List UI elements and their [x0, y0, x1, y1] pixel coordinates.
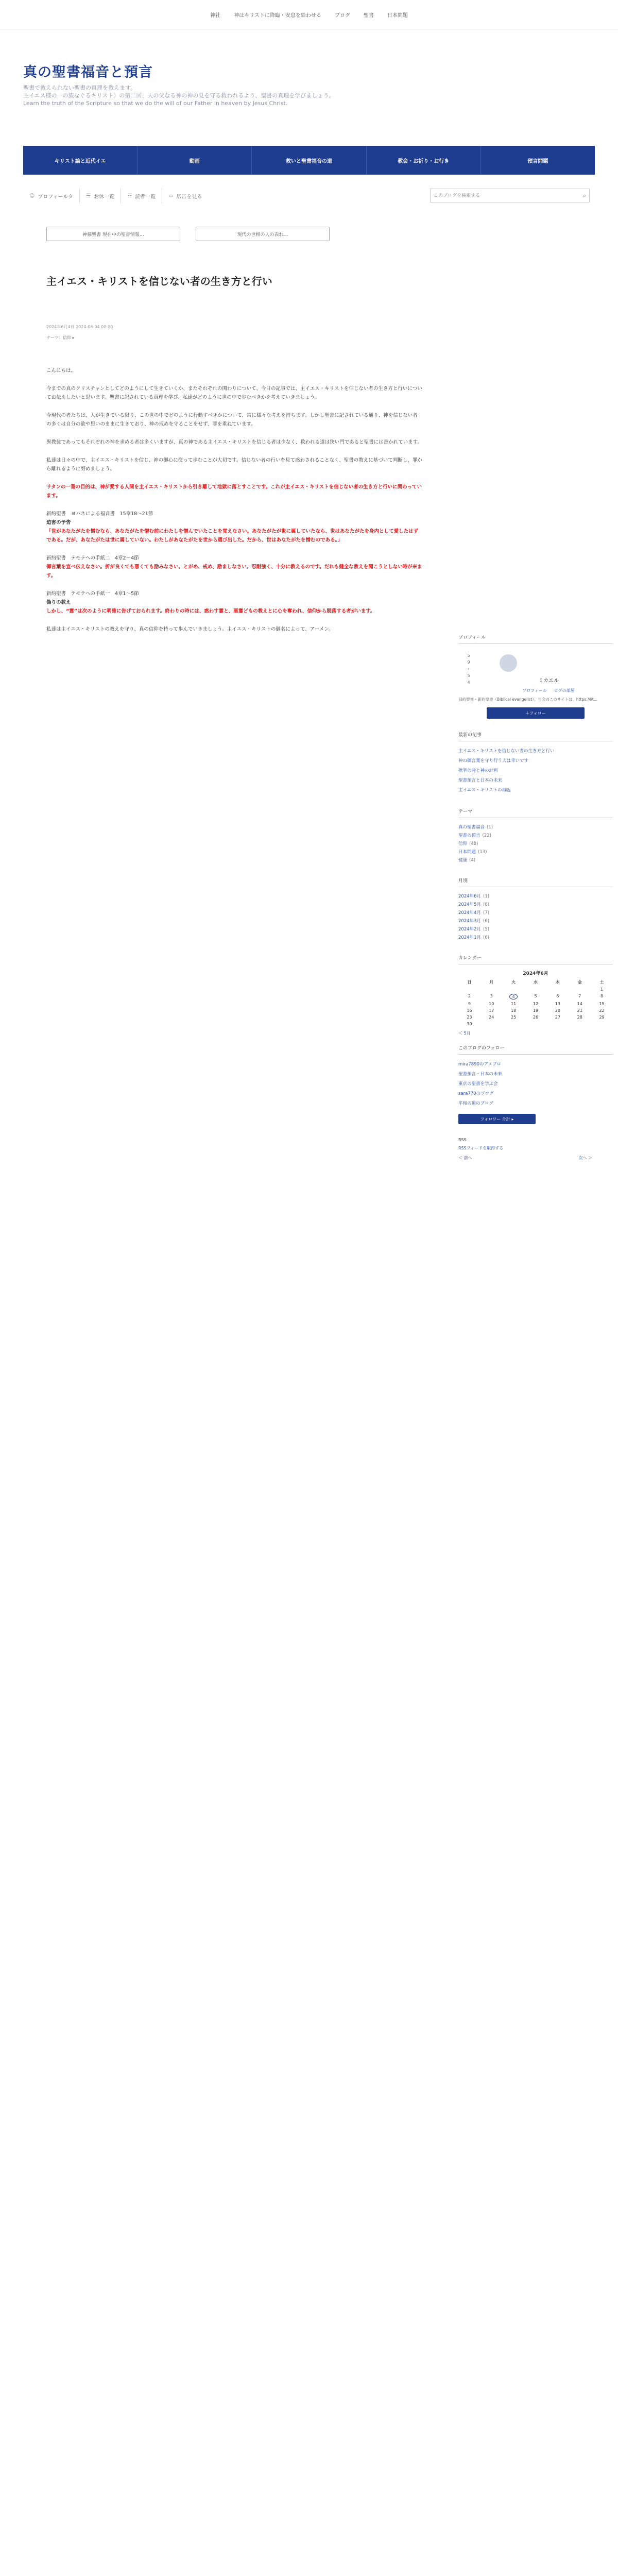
archive-item[interactable] [458, 892, 613, 901]
archive-item[interactable] [458, 909, 613, 917]
calendar-day[interactable]: 26 [533, 1015, 539, 1020]
calendar-day [525, 1022, 547, 1026]
calendar-weekday: 水 [533, 980, 538, 985]
vertical-char: 5 [467, 673, 470, 678]
calendar-day [458, 987, 480, 992]
verse-block-1 [46, 510, 422, 545]
calendar-title: 2024年6月 [523, 971, 548, 976]
reader-link[interactable]: sara770のブログ [458, 1091, 494, 1096]
recent-post-link[interactable]: 携挙の時と神の計画 [458, 768, 498, 773]
verse-ref: 新約聖書 テモテへの手紙二 4章2〜4節 [46, 555, 139, 561]
vertical-char: 5 [467, 653, 470, 658]
pager-next[interactable]: 次へ ＞ [578, 1156, 592, 1160]
nav-item-church[interactable]: 教会・お祈り・お行き [367, 146, 481, 175]
readers-heading: このブログのフォロー [458, 1044, 613, 1055]
post-closing: 私達は主イエス・キリストの教えを守り、真の信仰を持って歩んでいきましょう。主イエス・キリストの御名によって、アーメン。 [46, 626, 334, 632]
theme-count: (48) [469, 841, 478, 846]
theme-label: 日本問題 [458, 850, 476, 855]
subnav-readers[interactable] [121, 189, 162, 203]
archive-count: (7) [483, 910, 490, 916]
recent-post-link[interactable]: 主イエス・キリストを信じない者の生き方と行い [458, 749, 555, 754]
calendar-day[interactable]: 29 [599, 1015, 605, 1020]
archive-count: (8) [483, 902, 490, 907]
calendar-day[interactable]: 28 [577, 1015, 582, 1020]
calendar-heading: カレンダー [458, 954, 613, 964]
verse-text: 「世があなたがたを憎むなら、あなたがたを憎む前にわたしを憎んでいたことを覚えなさい。あなたがたが世に属していたなら、世はあなたがたを身内として愛したはずである。だが、あなたがたは世に属していない。わたしがあなたがたを世から選び出した。だから、世はあなたがたを憎むのである。」 [46, 529, 419, 543]
archive-label: 2024年2月 [458, 927, 482, 932]
calendar-day[interactable]: 20 [555, 1008, 560, 1013]
theme-count: (4) [469, 858, 476, 863]
search-icon[interactable]: ⌕ [582, 192, 586, 199]
profile-description: 旧約聖書・新約聖書（Biblical evangelist）。当会のこのサイトは、https://lit... [458, 697, 598, 702]
calendar-day[interactable]: 30 [467, 1022, 472, 1026]
top-strip [0, 0, 618, 30]
calendar-day [480, 1022, 503, 1026]
site-title[interactable]: 真の聖書福音と預言 [23, 64, 153, 80]
calendar-weekday: 金 [577, 980, 582, 985]
post-body [46, 366, 422, 634]
profile-box [458, 649, 613, 693]
recent-heading: 最新の記事 [458, 731, 613, 741]
verse-ref: 新約聖書 ヨハネによる福音書 15章18〜21節 [46, 511, 153, 517]
calendar-day[interactable]: 2 [468, 994, 471, 998]
archive-item[interactable] [458, 934, 613, 942]
calendar-day[interactable]: 5 [534, 994, 537, 998]
calendar-weekday: 木 [555, 980, 560, 985]
calendar-day[interactable]: 27 [555, 1015, 560, 1020]
recent-post-link[interactable]: 主イエス・キリストの再臨 [458, 788, 511, 793]
verse-block-3 [46, 589, 422, 616]
theme-item[interactable] [458, 848, 613, 856]
archive-count: (6) [483, 935, 490, 940]
calendar-day[interactable]: 16 [467, 1008, 472, 1013]
calendar-day[interactable]: 18 [511, 1008, 517, 1013]
people-icon: ☷ [127, 193, 132, 199]
verse-text: 御言葉を宣べ伝えなさい。折が良くても悪くても励みなさい。とがめ、戒め、励ましなさい。忍耐強く、十分に教えるのです。だれも健全な教えを聞こうとしない時が来ます。 [46, 564, 422, 579]
theme-item[interactable] [458, 832, 613, 840]
themes [458, 808, 613, 865]
search-input[interactable] [434, 193, 583, 198]
calendar-day[interactable]: 23 [467, 1015, 472, 1020]
top-link-shrine[interactable]: 神社 [210, 13, 221, 19]
recent-post-link[interactable]: 神の御言葉を守り行う人は幸いです [458, 758, 529, 764]
theme-item[interactable] [458, 840, 613, 848]
avatar[interactable] [500, 654, 517, 672]
calendar-day[interactable]: 15 [599, 1002, 605, 1006]
top-link-japan[interactable]: 日本問題 [387, 13, 408, 19]
subnav-readers-label: 読者一覧 [134, 194, 156, 200]
rss-title: RSS [458, 1138, 467, 1142]
verse-ref: 新約聖書 テモテへの手紙一 4章1〜5節 [46, 591, 139, 597]
search-box [430, 189, 590, 202]
calendar-day [503, 987, 525, 992]
notice-pills [46, 227, 330, 241]
ad-icon: ▭ [168, 193, 174, 199]
sub-nav [23, 187, 595, 205]
follow-button[interactable]: ＋フォロー [487, 707, 585, 719]
calendar-day [525, 987, 547, 992]
calendar-weekday: 日 [467, 980, 472, 985]
post-theme[interactable]: テーマ：信仰 ▸ [46, 335, 75, 340]
archive-item[interactable] [458, 917, 613, 925]
calendar-day [503, 1022, 525, 1026]
theme-item[interactable] [458, 856, 613, 865]
site-desc-line3: Learn the truth of the Scripture so that we do the will of our Father in heaven by Jesus Christ. [23, 100, 288, 107]
archive-label: 2024年1月 [458, 935, 482, 940]
pigg-room-link[interactable]: ピグの部屋 [554, 688, 575, 693]
verse-block-2 [46, 554, 422, 580]
recent-post-link[interactable]: 聖書預言と日本の未来 [458, 778, 503, 783]
main-nav [23, 146, 595, 175]
top-link-advent[interactable]: 神はキリストに降臨・安息を給わせる [234, 13, 321, 19]
theme-count: (22) [482, 833, 491, 838]
reader-link[interactable]: mira7890のアメブロ [458, 1062, 501, 1067]
reader-link[interactable]: 聖書預言・日本の未来 [458, 1072, 503, 1077]
calendar-day [569, 1022, 591, 1026]
archive-count: (1) [483, 894, 490, 899]
calendar-day[interactable]: 4 [509, 994, 518, 999]
subnav-ads[interactable] [162, 189, 208, 203]
calendar-day[interactable]: 12 [533, 1002, 539, 1006]
post-paragraph: 今現代の者たちは、人が生きている限り、この世の中でどのように行動すべきかについて、常に様々な考えを持ちます。しかし聖書に記されている通り、神を信じない者の多くは自分の欲や思いのままに生きており、神の戒めを守ることをせず、罪を重ねています。 [46, 413, 418, 427]
calendar-day [569, 987, 591, 992]
post-paragraph: 私達は日々の中で、主イエス・キリストを信じ、神の御心に従って歩むことが大切です。信じない者の行いを見て惑わされることなく、聖書の教えに基づいて判断し、罪から離れるように努めましょう。 [46, 457, 422, 472]
vertical-char: 4 [467, 680, 470, 685]
calendar-grid [458, 979, 613, 1026]
archive-label: 2024年3月 [458, 919, 482, 924]
profile-links [484, 688, 613, 693]
rss [458, 1138, 613, 1161]
calendar-weekday: 火 [511, 980, 516, 985]
nav-item-salvation[interactable]: 救いと聖書福音の道 [252, 146, 366, 175]
article [46, 273, 422, 643]
calendar-day [546, 1022, 569, 1026]
calendar-day[interactable]: 19 [533, 1008, 539, 1013]
site-desc-line1: 聖書で救えられない聖書の真理を教えます。 [23, 84, 136, 91]
themes-heading: テーマ [458, 808, 613, 818]
readers [458, 1044, 613, 1124]
theme-count: (13) [478, 850, 487, 855]
subnav-posts[interactable] [80, 189, 121, 203]
archive-label: 2024年5月 [458, 902, 482, 907]
profile-heading: プロフィール [458, 634, 613, 644]
notice-pill-bible-info[interactable]: 神様聖書 現在中の聖書情報… [46, 227, 180, 241]
pager [458, 1155, 592, 1161]
calendar-day[interactable]: 7 [578, 994, 581, 998]
archive-item[interactable] [458, 925, 613, 934]
calendar-day[interactable]: 13 [555, 1002, 560, 1006]
archive-heading: 月別 [458, 877, 613, 887]
rss-link[interactable]: RSSフィードを取得する [458, 1146, 504, 1150]
calendar-day[interactable]: 21 [577, 1008, 582, 1013]
nav-item-video[interactable]: 動画 [138, 146, 252, 175]
vertical-char: 9 [467, 660, 470, 665]
pager-prev[interactable]: ＜ 前へ [458, 1156, 472, 1160]
verse-heading: 迫害の予告 [46, 520, 71, 526]
profile-link[interactable]: プロフィール [522, 688, 547, 693]
subnav-ads-label: 広告を見る [176, 194, 202, 200]
top-links [210, 11, 408, 19]
calendar-day[interactable]: 3 [490, 994, 493, 998]
archive-item[interactable] [458, 901, 613, 909]
theme-label: 真の聖書福音 [458, 825, 485, 830]
recent-posts [458, 731, 613, 795]
calendar-day[interactable]: 1 [600, 987, 604, 992]
vertical-char: + [467, 667, 471, 671]
profile-vertical-text [458, 649, 479, 693]
post-paragraph: 異教徒であってもそれぞれの神を求める者は多くいますが、真の神である主イエス・キリストを信じる者は少なく、救われる道は狭い門であると聖書には書かれています。 [46, 439, 422, 445]
post-highlight-red: サタンの一番の目的は、神が愛する人間を主イエス・キリストから引き離して地獄に落とすことです。これが主イエス・キリストを信じない者の生き方と行いに関わっています。 [46, 484, 422, 499]
notice-pill-world[interactable]: 現代の世相の人の表れ… [196, 227, 330, 241]
subnav-posts-label: お休一覧 [94, 194, 115, 200]
archive [458, 877, 613, 942]
calendar-day[interactable]: 17 [489, 1008, 494, 1013]
top-link-blog[interactable]: ブログ [334, 13, 350, 19]
subnav-profile-label: プロフィールタ [38, 194, 74, 200]
site-description [23, 84, 595, 107]
profile-info [484, 649, 613, 693]
calendar-day[interactable]: 6 [556, 994, 559, 998]
calendar-day [591, 1022, 613, 1026]
profile-name[interactable]: ミカエル [538, 678, 559, 684]
top-link-bible[interactable]: 聖書 [363, 13, 374, 19]
calendar [458, 954, 613, 1036]
list-icon: ☰ [86, 193, 91, 199]
theme-label: 健康 [458, 858, 468, 863]
calendar-prev[interactable]: ＜ 5月 [458, 1031, 471, 1036]
calendar-day[interactable]: 10 [489, 1002, 494, 1006]
nav-item-prophecy[interactable]: 預言問題 [527, 158, 548, 164]
calendar-weekday: 月 [489, 980, 494, 985]
verse-text: しかし、“霊”は次のように明確に告げておられます。終わりの時には、惑わす霊と、悪霊どもの教えとに心を奪われ、信仰から脱落する者がいます。 [46, 608, 375, 614]
calendar-day[interactable]: 22 [599, 1008, 605, 1013]
archive-label: 2024年4月 [458, 910, 482, 916]
theme-label: 聖書の預言 [458, 833, 480, 838]
readers-follow-button[interactable]: フォロワー 合計 ▸ [458, 1114, 536, 1124]
archive-count: (5) [483, 927, 490, 932]
subnav-profile[interactable] [23, 189, 80, 203]
calendar-day[interactable]: 11 [511, 1002, 517, 1006]
calendar-day[interactable]: 25 [511, 1015, 517, 1020]
calendar-day[interactable]: 14 [577, 1002, 582, 1006]
calendar-day[interactable]: 8 [600, 994, 604, 998]
calendar-day [480, 987, 503, 992]
post-date: 2024年6月4日 2024-06-04 00:00 [46, 325, 113, 329]
user-icon: ☺ [29, 193, 35, 199]
theme-label: 信仰 [458, 841, 468, 846]
post-title[interactable]: 主イエス・キリストを信じない者の生き方と行い [46, 275, 272, 287]
reader-link[interactable]: 平和の道のブログ [458, 1101, 494, 1106]
sidebar [458, 634, 613, 1161]
calendar-day[interactable]: 9 [468, 1002, 471, 1006]
theme-count: (1) [487, 825, 493, 830]
calendar-weekday: 土 [599, 980, 604, 985]
post-paragraph: こんにちは。 [46, 368, 76, 374]
nav-item-christology[interactable]: キリスト論と近代イエ [23, 146, 138, 175]
calendar-day [546, 987, 569, 992]
verse-heading: 偽りの教え [46, 600, 71, 605]
calendar-nav [458, 1030, 613, 1036]
calendar-day[interactable]: 24 [489, 1015, 494, 1020]
site-desc-line2: 主イエス様の一の族なぐるキリスト）の第二回、天の父なる神の神の見を守る救われるよう、聖書の真理を学びましょう。 [23, 92, 335, 99]
theme-item[interactable] [458, 823, 613, 832]
post-paragraph: 今までの真のクリスチャンとしてどのようにして生きていくか、またそれぞれの関わりについて、今日の記事では、主イエス・キリストを信じない者の生き方と行いについてお伝えしたいと思います。聖書に記されている真理を学び、私達がどのように世の中で歩むべきかを考えていきましょう。 [46, 386, 422, 400]
reader-link[interactable]: 東京の聖書を学ぶ会 [458, 1081, 498, 1087]
archive-count: (6) [483, 919, 490, 924]
archive-label: 2024年6月 [458, 894, 482, 899]
